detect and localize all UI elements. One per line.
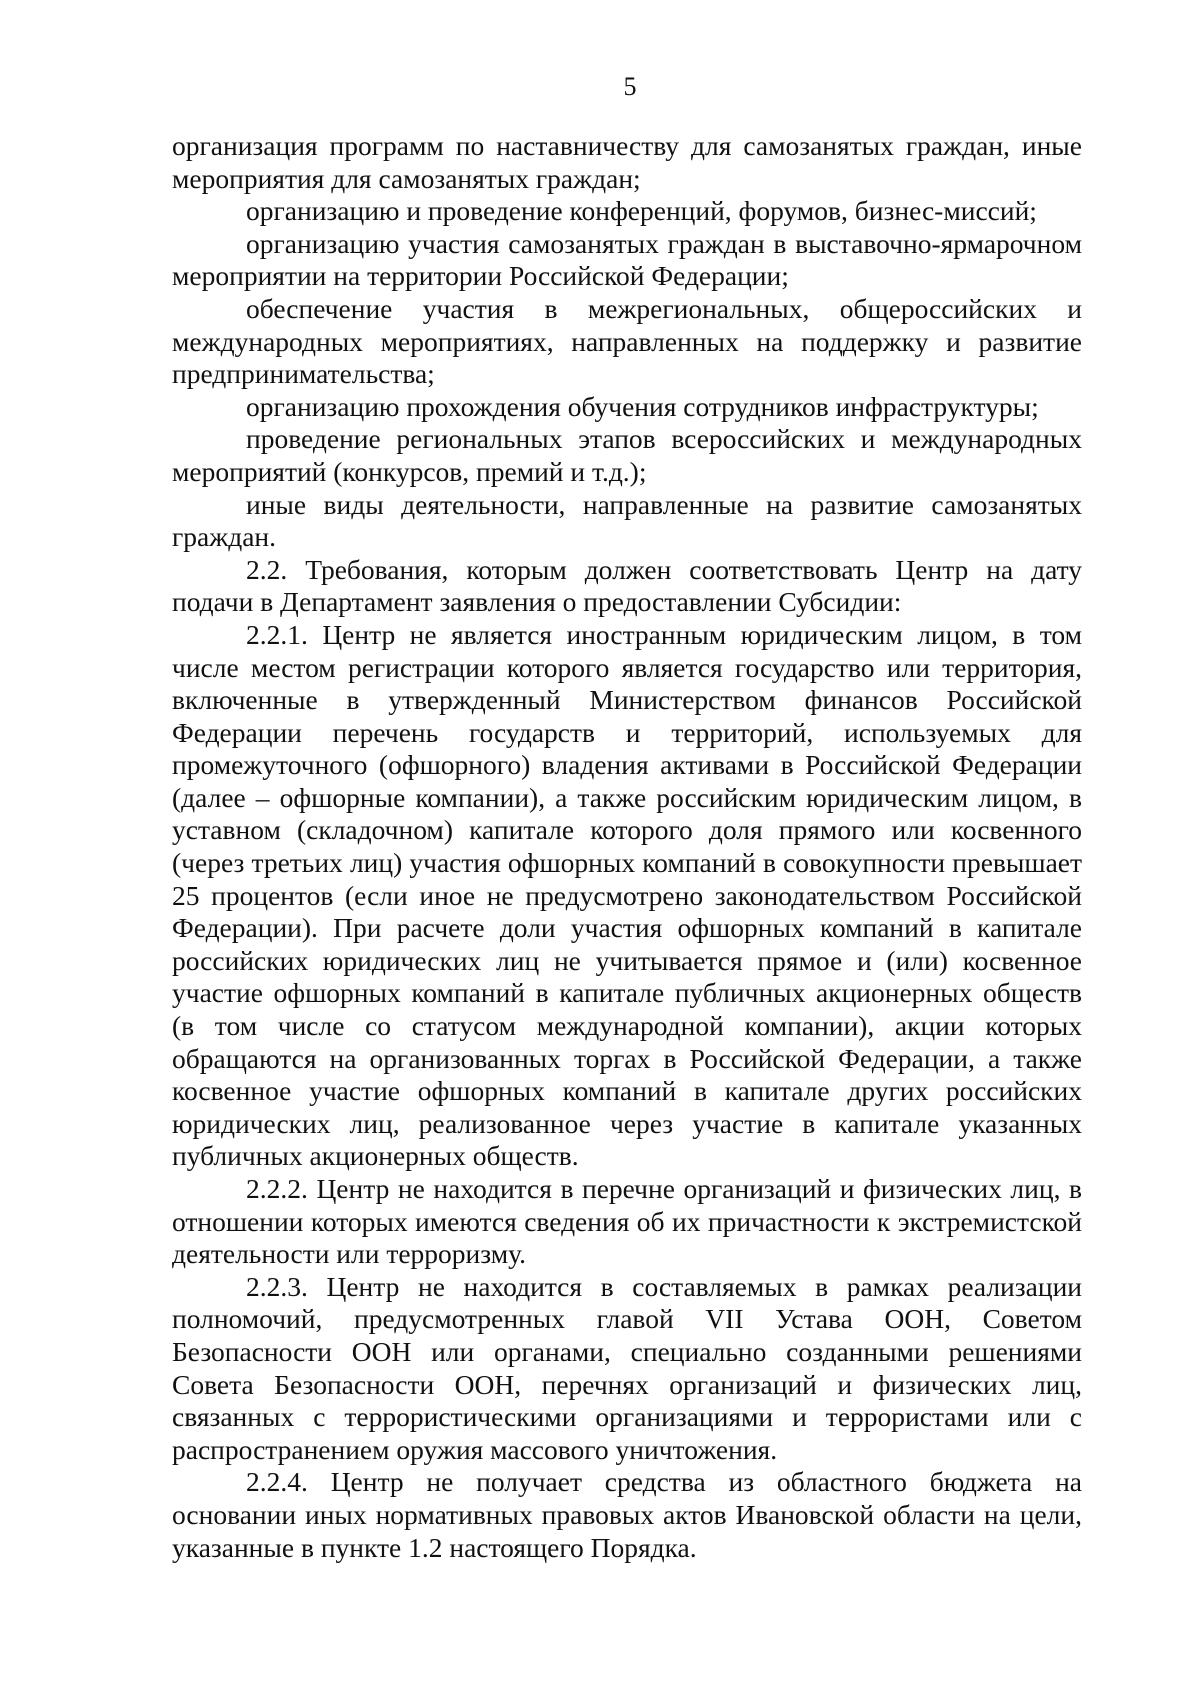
paragraph: организацию участия самозанятых граждан в выставочно-ярмарочном мероприятии на территории Российской Федерации; [172, 227, 1082, 292]
paragraph-continuation: организация программ по наставничеству для самозанятых граждан, иные мероприятия для самозанятых граждан; [172, 130, 1082, 194]
document-body [172, 130, 1082, 1564]
paragraph: обеспечение участия в межрегиональных, общероссийских и международных мероприятиях, направленных на поддержку и развитие предпринимательства; [172, 292, 1082, 390]
paragraph: иные виды деятельности, направленные на развитие самозанятых граждан. [172, 488, 1082, 553]
paragraph: проведение региональных этапов всероссийских и международных мероприятий (конкурсов, премий и т.д.); [172, 423, 1082, 487]
clause-2-2-1: 2.2.1. Центр не является иностранным юридическим лицом, в том числе местом регистрации которого является государство или территория, включенные в утвержденный Министерством финансов Российской Федерации перечень государств и территорий, используемых для промежуточного (офшорного) владения активами в Российской Федерации (далее – офшорные компании), а также российским юридическим лицом, в уставном (складочном) капитале которого доля прямого или косвенного (через третьих лиц) участия офшорных компаний в совокупности превышает 25 процентов (если иное не предусмотрено законодательством Российской Федерации). При расчете доли участия офшорных компаний в капитале российских юридических лиц не учитывается прямое и (или) косвенное участие офшорных компаний в капитале публичных акционерных обществ (в том числе со статусом международной компании), акции которых обращаются на организованных торгах в Российской Федерации, а также косвенное участие офшорных компаний в капитале других российских юридических лиц, реализованное через участие в капитале указанных публичных акционерных обществ. [172, 618, 1082, 1172]
paragraph: организацию прохождения обучения сотрудников инфраструктуры; [246, 390, 1039, 422]
section-2-2-heading: 2.2. Требования, которым должен соответствовать Центр на дату подачи в Департамент заявления о предоставлении Субсидии: [172, 553, 1082, 618]
page-number: 5 [623, 72, 637, 101]
clause-2-2-3: 2.2.3. Центр не находится в составляемых в рамках реализации полномочий, предусмотренных главой VII Устава ООН, Советом Безопасности ООН или органами, специально созданными решениями Совета Безопасности ООН, перечнях организаций и физических лиц, связанных с террористическими организациями и террористами или с распространением оружия массового уничтожения. [172, 1270, 1082, 1465]
paragraph: организацию и проведение конференций, форумов, бизнес-миссий; [246, 195, 1037, 227]
clause-2-2-2: 2.2.2. Центр не находится в перечне организаций и физических лиц, в отношении которых имеются сведения об их причастности к экстремистской деятельности или терроризму. [172, 1173, 1082, 1270]
clause-2-2-4: 2.2.4. Центр не получает средства из областного бюджета на основании иных нормативных правовых актов Ивановской области на цели, указанные в пункте 1.2 настоящего Порядка. [172, 1466, 1082, 1563]
